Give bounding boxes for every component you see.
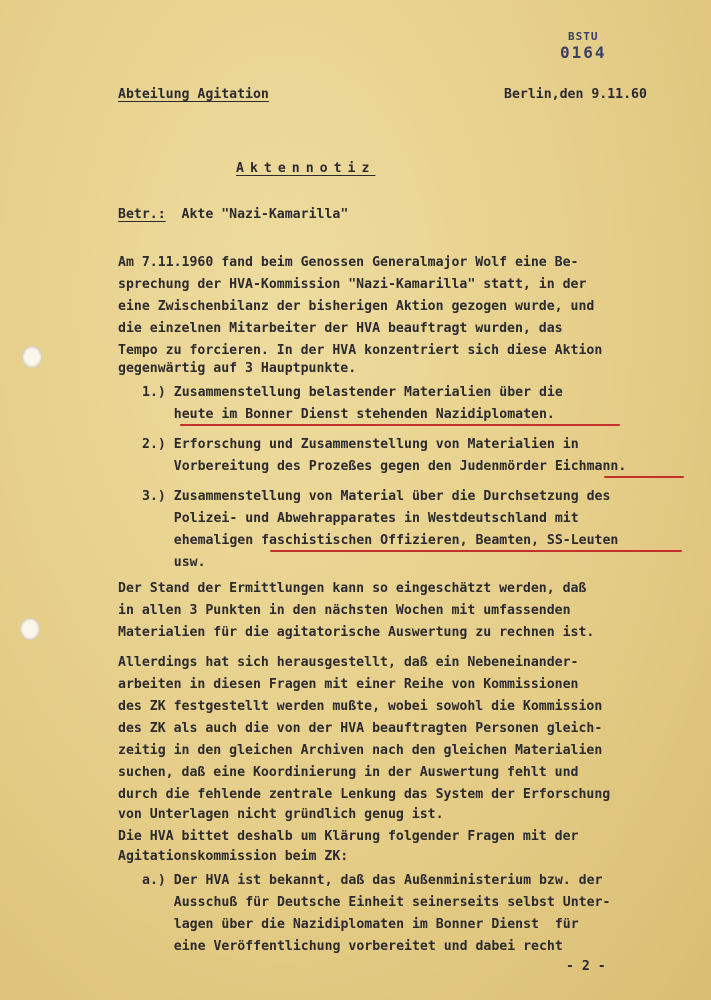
- point-1-line-2: heute im Bonner Dienst stehenden Nazidiplomaten.: [142, 407, 555, 422]
- point-2-line-2: Vorbereitung des Prozeßes gegen den Judenmörder Eichmann.: [142, 459, 627, 474]
- point-a-line-3: lagen über die Nazidiplomaten im Bonner Dienst für: [142, 917, 579, 932]
- point-a-line-4: eine Veröffentlichung vorbereitet und dabei recht: [142, 939, 563, 954]
- para3-line-10: Agitationskommission beim ZK:: [118, 849, 349, 864]
- archive-stamp: [560, 30, 607, 62]
- para3-line-3: des ZK festgestellt werden mußte, wobei sowohl die Kommission: [118, 699, 603, 714]
- para1-line-1: Am 7.11.1960 fand beim Genossen Generalmajor Wolf eine Be-: [118, 255, 579, 270]
- point-2-line-1: 2.) Erforschung und Zusammenstellung von Materialien in: [142, 437, 579, 452]
- para3-line-6: suchen, daß eine Koordinierung in der Auswertung fehlt und: [118, 765, 579, 780]
- para1-line-3: eine Zwischenbilanz der bisherigen Aktion gezogen wurde, und: [118, 299, 595, 314]
- para3-line-7: durch die fehlende zentrale Lenkung das System der Erforschung: [118, 787, 611, 802]
- point-3-line-3: ehemaligen faschistischen Offizieren, Beamten, SS-Leuten: [142, 533, 619, 548]
- point-a-line-2: Ausschuß für Deutsche Einheit seinerseits selbst Unter-: [142, 895, 611, 910]
- point-3-line-1: 3.) Zusammenstellung von Material über die Durchsetzung des: [142, 489, 611, 504]
- red-underline-2: [604, 476, 684, 478]
- document-title: Aktennotiz: [236, 161, 376, 176]
- stamp-line-1: BSTU: [568, 30, 599, 43]
- para2-line-2: in allen 3 Punkten in den nächsten Wochen mit umfassenden: [118, 603, 571, 618]
- punch-hole-bottom: [20, 618, 40, 640]
- stamp-line-2: 0164: [560, 43, 607, 62]
- para1-line-6: gegenwärtig auf 3 Hauptpunkte.: [118, 361, 357, 376]
- para3-line-4: des ZK als auch die von der HVA beauftragten Personen gleich-: [118, 721, 603, 736]
- para3-line-2: arbeiten in diesen Fragen mit einer Reihe von Kommissionen: [118, 677, 579, 692]
- para1-line-5: Tempo zu forcieren. In der HVA konzentriert sich diese Aktion: [118, 343, 603, 358]
- place-date: Berlin,den 9.11.60: [504, 87, 647, 102]
- red-underline-1: [180, 424, 620, 426]
- point-3-line-2: Polizei- und Abwehrapparates in Westdeutschland mit: [142, 511, 579, 526]
- department-heading: Abteilung Agitation: [118, 87, 269, 102]
- red-underline-3: [270, 550, 682, 552]
- point-a-line-1: a.) Der HVA ist bekannt, daß das Außenministerium bzw. der: [142, 873, 603, 888]
- para1-line-2: sprechung der HVA-Kommission "Nazi-Kamarilla" statt, in der: [118, 277, 587, 292]
- para3-line-9: Die HVA bittet deshalb um Klärung folgender Fragen mit der: [118, 829, 579, 844]
- para1-line-4: die einzelnen Mitarbeiter der HVA beauftragt wurden, das: [118, 321, 563, 336]
- para3-line-5: zeitig in den gleichen Archiven nach den gleichen Materialien: [118, 743, 603, 758]
- point-1-line-1: 1.) Zusammenstellung belastender Materialien über die: [142, 385, 563, 400]
- para3-line-1: Allerdings hat sich herausgestellt, daß ein Nebeneinander-: [118, 655, 579, 670]
- subject-line: [118, 206, 348, 224]
- subject-text: Akte "Nazi-Kamarilla": [181, 207, 349, 222]
- para3-line-8: von Unterlagen nicht gründlich genug ist.: [118, 807, 444, 822]
- punch-hole-top: [22, 346, 42, 368]
- para2-line-3: Materialien für die agitatorische Auswertung zu rechnen ist.: [118, 625, 595, 640]
- page-marker: - 2 -: [566, 959, 606, 974]
- subject-label: Betr.:: [118, 207, 166, 222]
- para2-line-1: Der Stand der Ermittlungen kann so eingeschätzt werden, daß: [118, 581, 587, 596]
- point-3-line-4: usw.: [142, 555, 206, 570]
